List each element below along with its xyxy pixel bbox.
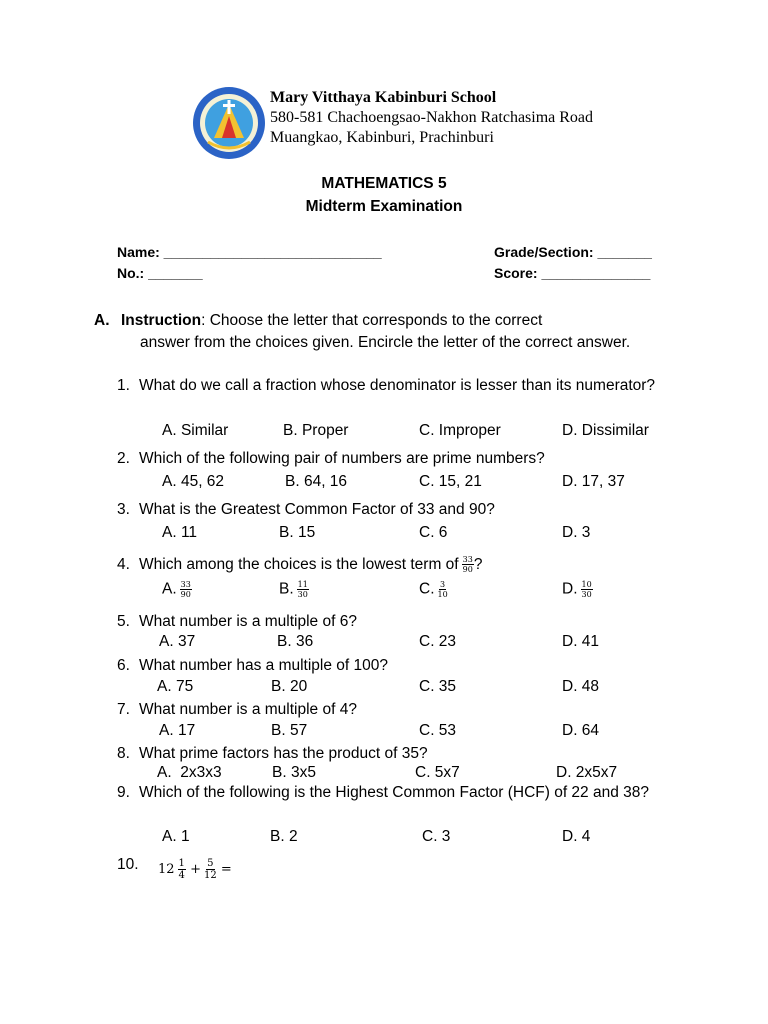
choice-d[interactable]: D. 48 — [562, 678, 600, 695]
question-text: What is the Greatest Common Factor of 33 and 90? — [139, 501, 495, 518]
question-number: 7. — [117, 701, 130, 718]
question-8 — [117, 743, 662, 764]
choice-a[interactable]: A. 75 — [157, 678, 194, 695]
question-10-number: 10. — [117, 856, 139, 873]
question-fraction: $\frac{33}{90}$ — [462, 555, 473, 575]
section-a-instruction — [94, 310, 654, 354]
school-address-line1: 580-581 Chachoengsao-Nakhon Ratchasima Road — [270, 109, 594, 126]
number-field[interactable]: No.: _______ — [117, 265, 203, 281]
school-logo-icon — [192, 86, 266, 160]
exam-type: Midterm Examination — [305, 198, 463, 215]
choice-b[interactable]: B. 20 — [271, 678, 308, 695]
school-address-line2: Muangkao, Kabinburi, Prachinburi — [270, 129, 494, 146]
question-10-expression: 12 $\frac{1}{4}$ + $\frac{5}{12}$ = — [158, 858, 232, 881]
question-number: 8. — [117, 745, 130, 762]
choice-d[interactable]: D. $\frac{10}{30}$ — [562, 580, 592, 599]
choice-a[interactable]: A. 37 — [159, 633, 196, 650]
question-text: What number is a multiple of 6? — [139, 613, 357, 630]
choice-b[interactable]: B. 57 — [271, 722, 308, 739]
choice-a[interactable]: A. 1 — [162, 828, 190, 845]
choice-b[interactable]: B. Proper — [283, 422, 349, 439]
question-text: What prime factors has the product of 35? — [139, 745, 428, 762]
instruction-text-rest: answer from the choices given. Encircle the letter of the correct answer. — [140, 334, 631, 351]
question-number: 4. — [117, 556, 130, 573]
question-text: What number has a multiple of 100? — [139, 657, 388, 674]
question-number: 2. — [117, 450, 130, 467]
choice-b[interactable]: B. 3x5 — [272, 764, 316, 781]
choice-c[interactable]: C. 3 — [422, 828, 451, 845]
choice-c[interactable]: C. 53 — [419, 722, 457, 739]
choice-c[interactable]: C. 23 — [419, 633, 457, 650]
question-number: 1. — [117, 377, 130, 394]
choice-a[interactable]: A. $\frac{33}{90}$ — [162, 580, 191, 599]
section-letter: A. — [94, 312, 110, 329]
question-number: 6. — [117, 657, 130, 674]
school-header — [270, 88, 593, 148]
choice-b[interactable]: B. $\frac{11}{30}$ — [279, 580, 308, 599]
question-text: Which of the following pair of numbers are prime numbers? — [139, 450, 545, 467]
exam-subject: MATHEMATICS 5 — [321, 175, 447, 192]
instruction-label: Instruction — [121, 312, 202, 329]
question-5 — [117, 611, 662, 632]
choice-a[interactable]: A. Similar — [162, 422, 229, 439]
question-3 — [117, 499, 662, 520]
score-field[interactable]: Score: ______________ — [494, 265, 651, 281]
question-number: 5. — [117, 613, 130, 630]
choice-c[interactable]: C. 15, 21 — [419, 473, 482, 490]
question-6 — [117, 655, 662, 676]
choice-c[interactable]: C. Improper — [419, 422, 501, 439]
choice-d[interactable]: D. 41 — [562, 633, 600, 650]
choice-d[interactable]: D. 4 — [562, 828, 591, 845]
question-number: 9. — [117, 784, 130, 801]
question-text: Which among the choices is the lowest term of — [139, 556, 459, 573]
question-text: What number is a multiple of 4? — [139, 701, 357, 718]
choice-b[interactable]: B. 36 — [277, 633, 314, 650]
question-1 — [117, 375, 662, 396]
choice-c[interactable]: C. 35 — [419, 678, 457, 695]
grade-section-field[interactable]: Grade/Section: _______ — [494, 244, 652, 260]
school-name: Mary Vitthaya Kabinburi School — [270, 89, 497, 106]
choice-a[interactable]: A. 2x3x3 — [157, 764, 222, 781]
choice-d[interactable]: D. 17, 37 — [562, 473, 625, 490]
choice-b[interactable]: B. 2 — [270, 828, 298, 845]
choice-b[interactable]: B. 64, 16 — [285, 473, 348, 490]
question-number: 3. — [117, 501, 130, 518]
choice-c[interactable]: C. 6 — [419, 524, 448, 541]
instruction-text-line1: : Choose the letter that corresponds to the correct — [201, 312, 543, 329]
choice-c[interactable]: C. 5x7 — [415, 764, 460, 781]
choice-d[interactable]: D. 3 — [562, 524, 591, 541]
question-7 — [117, 699, 662, 720]
choice-d[interactable]: D. 64 — [562, 722, 600, 739]
choice-d[interactable]: D. 2x5x7 — [556, 764, 618, 781]
choice-a[interactable]: A. 45, 62 — [162, 473, 225, 490]
question-text: Which of the following is the Highest Common Factor (HCF) of 22 and 38? — [139, 784, 650, 801]
choice-a[interactable]: A. 11 — [162, 524, 198, 541]
choice-c[interactable]: C. $\frac{3}{10}$ — [419, 580, 448, 599]
name-field[interactable]: Name: ____________________________ — [117, 244, 382, 260]
question-2 — [117, 448, 662, 469]
question-9 — [117, 782, 662, 803]
question-text: What do we call a fraction whose denominator is lesser than its numerator? — [139, 377, 656, 394]
choice-b[interactable]: B. 15 — [279, 524, 316, 541]
question-4 — [117, 554, 662, 575]
choice-a[interactable]: A. 17 — [159, 722, 196, 739]
question-end: ? — [473, 556, 483, 573]
choice-d[interactable]: D. Dissimilar — [562, 422, 649, 439]
